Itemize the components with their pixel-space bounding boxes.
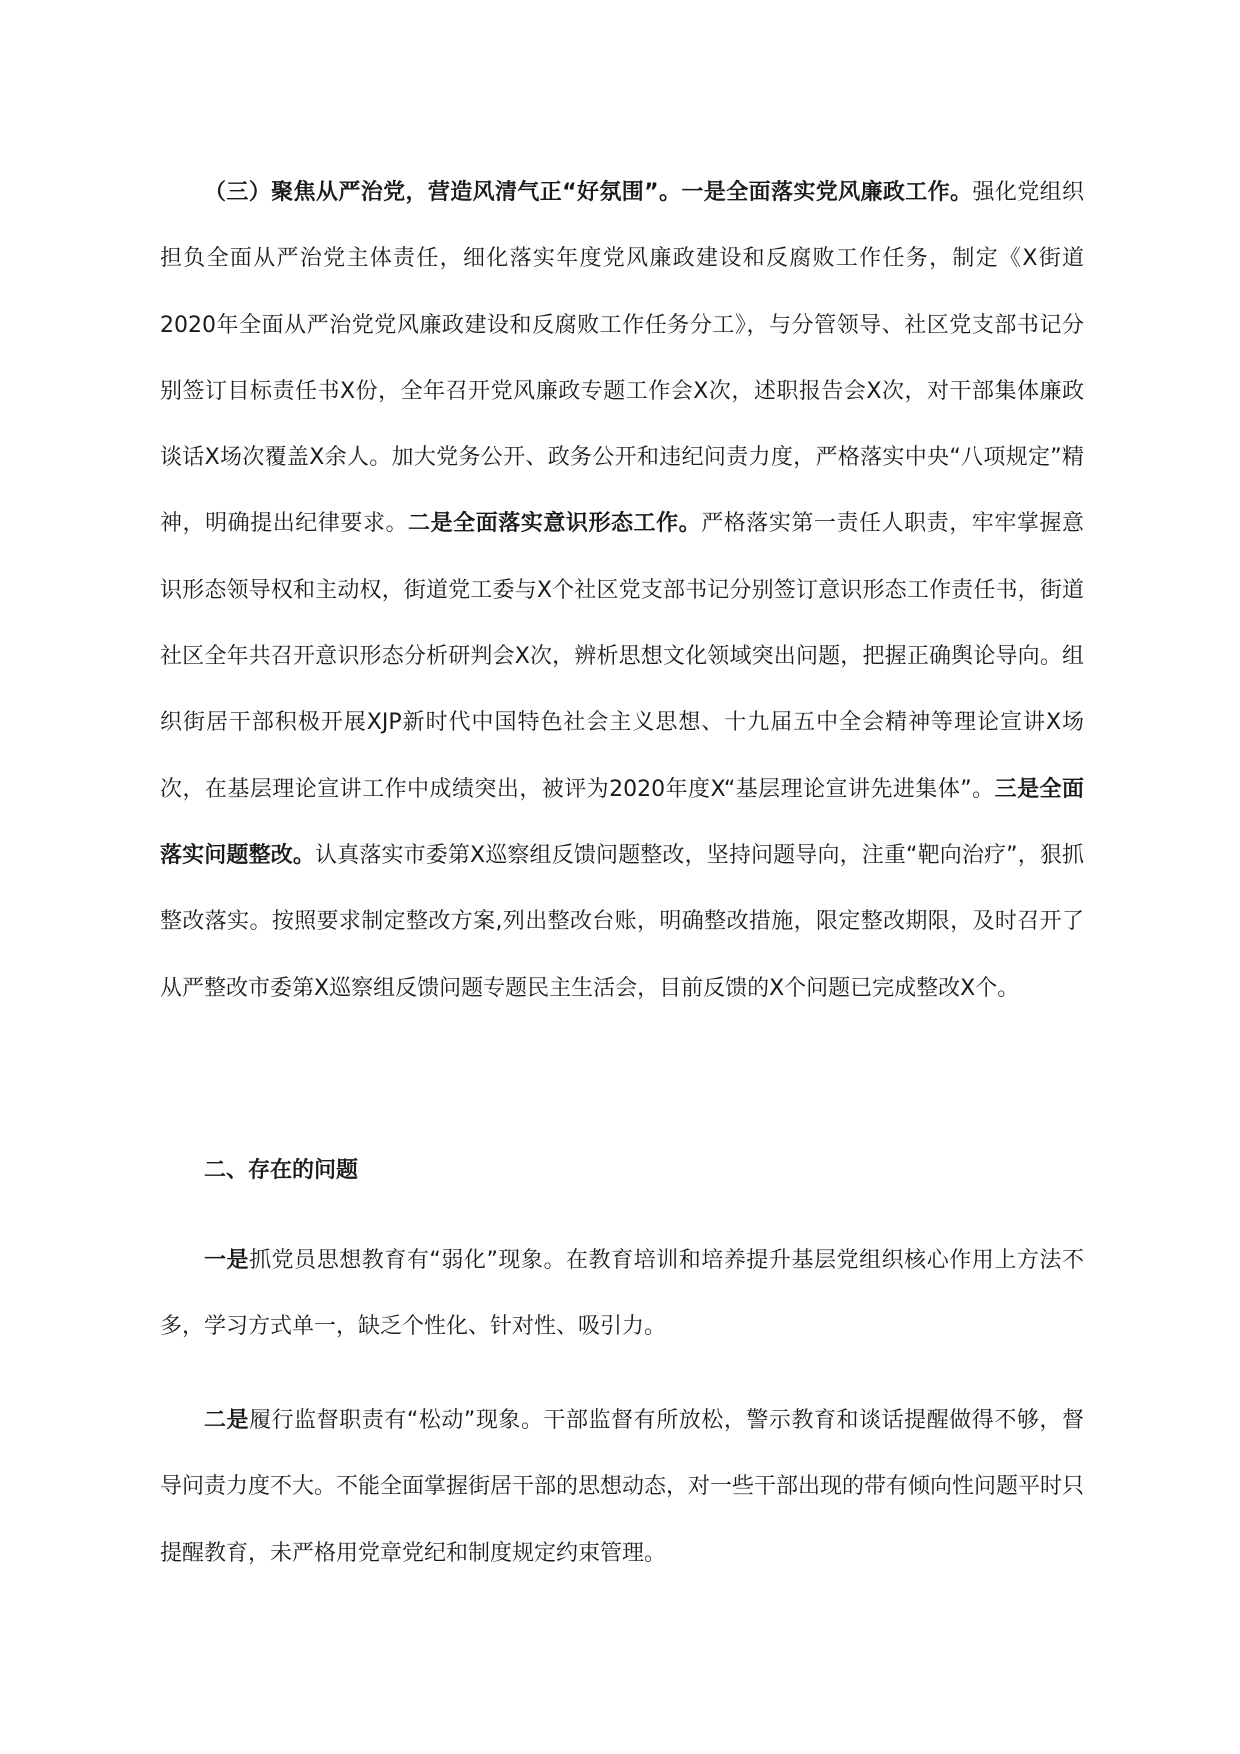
lead-point-three: 三是全面落实问题整改。 — [160, 776, 1084, 868]
problem-text: 抓党员思想教育有“弱化”现象。在教育培训和培养提升基层党组织核心作用上方法不多，学习方式单一，缺乏个性化、针对性、吸引力。 — [160, 1248, 1084, 1340]
problem-item-two — [160, 1388, 1084, 1587]
problem-item-one — [160, 1228, 1084, 1361]
lead-point-one: 一是全面落实党风廉政工作。 — [681, 180, 973, 205]
section-heading: 二、存在的问题 — [204, 1158, 359, 1183]
section-title: （三）聚焦从严治党，营造风清气正“好氛围”。 — [204, 180, 682, 205]
paragraph-text: 强化党组织担负全面从严治党主体责任，细化落实年度党风廉政建设和反腐败工作任务，制定《X街道2020年全面从严治党党风廉政建设和反腐败工作任务分工》，与分管领导、社区党支部书记分别签订目标责任书X份，全年召开党风廉政专题工作会X次，述职报告会X次，对干部集体廉政谈话X场次覆盖X余人。加大党务公开、政务公开和违纪问责力度，严格落实中央“八项规定”精神，明确提出纪律要求。 — [160, 180, 1084, 537]
paragraph-party-discipline — [160, 160, 1084, 1022]
lead-point-two: 二是全面落实意识形态工作。 — [408, 511, 702, 537]
paragraph-text: 认真落实市委第X巡察组反馈问题整改，坚持问题导向，注重“靶向治疗”，狠抓整改落实。按照要求制定整改方案,列出整改台账，明确整改措施，限定整改期限，及时召开了从严整改市委第X巡察组反馈问题专题民主生活会，目前反馈的X个问题已完成整改X个。 — [160, 842, 1084, 1001]
problem-text: 履行监督职责有“松动”现象。干部监督有所放松，警示教育和谈话提醒做得不够，督导问责力度不大。不能全面掌握街居干部的思想动态，对一些干部出现的带有倾向性问题平时只提醒教育，未严格用党章党纪和制度规定约束管理。 — [160, 1408, 1085, 1566]
problem-lead: 一是 — [204, 1248, 250, 1273]
problem-lead: 二是 — [204, 1408, 250, 1433]
paragraph-text: 严格落实第一责任人职责，牢牢掌握意识形态领导权和主动权，街道党工委与X个社区党支部书记分别签订意识形态工作责任书，街道社区全年共召开意识形态分析研判会X次，辨析思想文化领域突出问题，把握正确舆论导向。组织街居干部积极开展XJP新时代中国特色社会主义思想、十九届五中全会精神等理论宣讲X场次，在基层理论宣讲工作中成绩突出，被评为2020年度X“基层理论宣讲先进集体”。 — [160, 511, 1084, 802]
